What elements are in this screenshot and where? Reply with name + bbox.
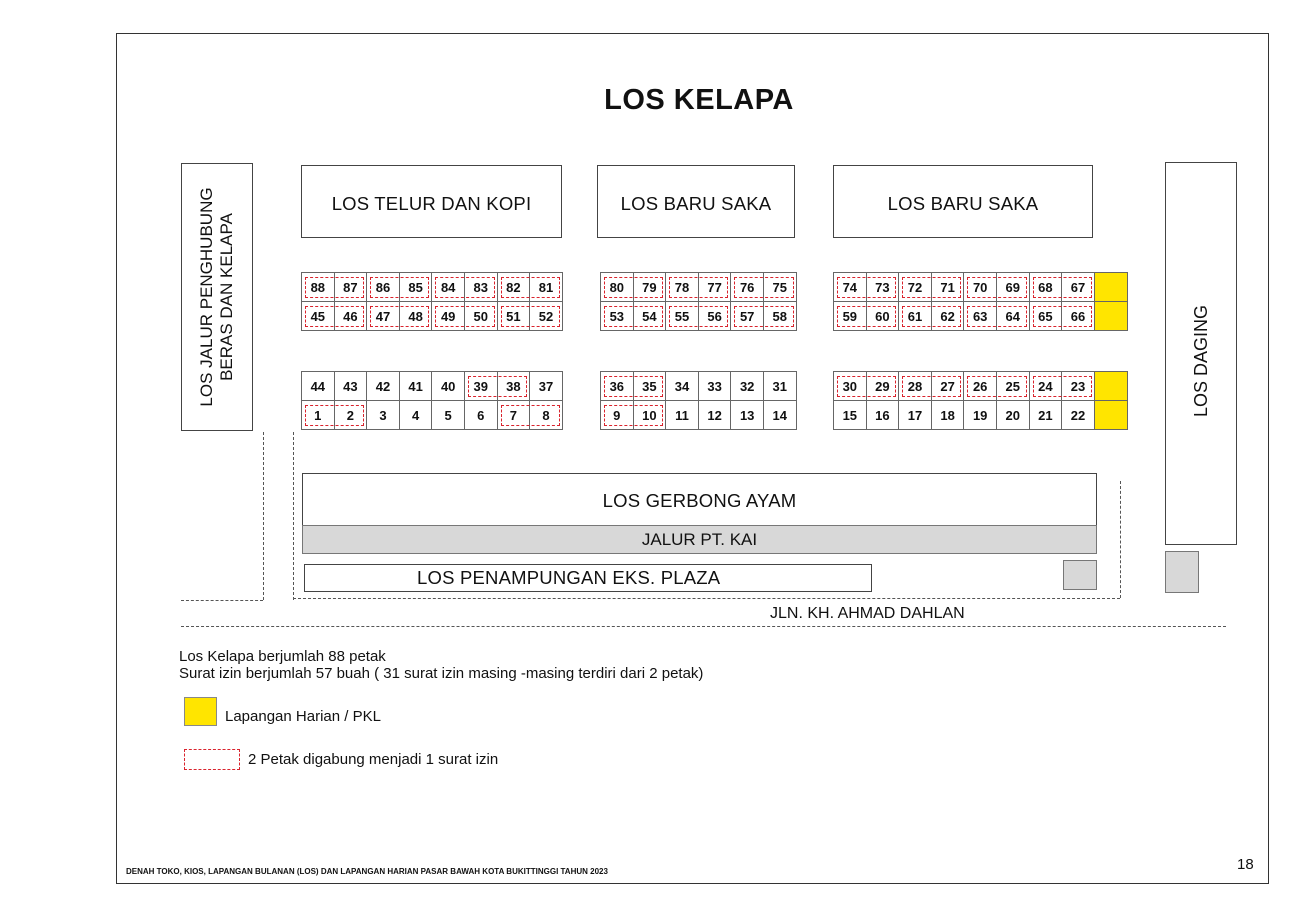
stall-78: 78 [666, 273, 699, 302]
map-title: LOS KELAPA [604, 84, 794, 116]
stall-45: 45 [302, 302, 335, 331]
stall-72: 72 [899, 273, 932, 302]
stall-6: 6 [465, 401, 498, 430]
stall-8: 8 [530, 401, 563, 430]
stall-68: 68 [1030, 273, 1063, 302]
stall-5: 5 [432, 401, 465, 430]
boundary-right-vertical [1120, 481, 1121, 598]
stall-16: 16 [867, 401, 900, 430]
stall-77: 77 [699, 273, 732, 302]
stall-57: 57 [731, 302, 764, 331]
stall-block-6 [833, 371, 1128, 430]
stall-86: 86 [367, 273, 400, 302]
stall-36: 36 [601, 372, 634, 401]
stall-block-2 [600, 272, 797, 331]
stall-26: 26 [964, 372, 997, 401]
stall-84: 84 [432, 273, 465, 302]
stall-65: 65 [1030, 302, 1063, 331]
stall-28: 28 [899, 372, 932, 401]
small-grey-box [1063, 560, 1097, 590]
stall-17: 17 [899, 401, 932, 430]
stall-38: 38 [498, 372, 531, 401]
stall-40: 40 [432, 372, 465, 401]
los-baru-saka-1 [597, 165, 795, 238]
stall-7: 7 [498, 401, 531, 430]
boundary-left-horizontal [181, 600, 263, 601]
footer-caption: DENAH TOKO, KIOS, LAPANGAN BULANAN (LOS) DAN LAPANGAN HARIAN PASAR BAWAH KOTA BUKITTINGGI TAHUN 2023 [126, 867, 608, 876]
stall-35: 35 [634, 372, 667, 401]
stall-85: 85 [400, 273, 433, 302]
stall-15: 15 [834, 401, 867, 430]
stall-14: 14 [764, 401, 797, 430]
stall-60: 60 [867, 302, 900, 331]
stall-11: 11 [666, 401, 699, 430]
stall-42: 42 [367, 372, 400, 401]
stall-55: 55 [666, 302, 699, 331]
stall-53: 53 [601, 302, 634, 331]
los-jalur-text [197, 187, 237, 406]
stall-58: 58 [764, 302, 797, 331]
boundary-center-vertical [293, 432, 294, 600]
stall-4: 4 [400, 401, 433, 430]
stall-10: 10 [634, 401, 667, 430]
legend-dashed-swatch [184, 749, 240, 770]
los-penampungan-eks-plaza [304, 564, 872, 592]
los-baru-saka-2-label: LOS BARU SAKA [887, 193, 1039, 214]
jalur-pt-kai [302, 525, 1097, 554]
stall-81: 81 [530, 273, 563, 302]
los-gerbong-label: LOS GERBONG AYAM [602, 490, 797, 511]
pkl-yellow-cell [1095, 372, 1128, 401]
pkl-yellow-cell [1095, 401, 1128, 430]
stall-39: 39 [465, 372, 498, 401]
stall-67: 67 [1062, 273, 1095, 302]
stall-19: 19 [964, 401, 997, 430]
boundary-center-horizontal [293, 598, 1120, 599]
los-baru-saka-1-label: LOS BARU SAKA [620, 193, 772, 214]
stall-73: 73 [867, 273, 900, 302]
stall-32: 32 [731, 372, 764, 401]
stall-43: 43 [335, 372, 368, 401]
legend-yellow-label: Lapangan Harian / PKL [225, 708, 381, 725]
stall-23: 23 [1062, 372, 1095, 401]
stall-46: 46 [335, 302, 368, 331]
stall-87: 87 [335, 273, 368, 302]
los-jalur-penghubung [181, 163, 253, 431]
stall-block-1 [301, 272, 563, 331]
stall-80: 80 [601, 273, 634, 302]
stall-50: 50 [465, 302, 498, 331]
stall-49: 49 [432, 302, 465, 331]
stall-30: 30 [834, 372, 867, 401]
los-daging-annex [1165, 551, 1199, 593]
stall-69: 69 [997, 273, 1030, 302]
stall-88: 88 [302, 273, 335, 302]
stall-79: 79 [634, 273, 667, 302]
stall-56: 56 [699, 302, 732, 331]
stall-37: 37 [530, 372, 563, 401]
los-jalur-line2: BERAS DAN KELAPA [217, 213, 236, 381]
stall-1: 1 [302, 401, 335, 430]
stall-63: 63 [964, 302, 997, 331]
stall-13: 13 [731, 401, 764, 430]
los-gerbong-ayam [302, 473, 1097, 526]
stall-83: 83 [465, 273, 498, 302]
stall-52: 52 [530, 302, 563, 331]
legend-dashed-label: 2 Petak digabung menjadi 1 surat izin [248, 751, 499, 768]
stall-75: 75 [764, 273, 797, 302]
los-baru-saka-2 [833, 165, 1093, 238]
stall-71: 71 [932, 273, 965, 302]
los-jalur-line1: LOS JALUR PENGHUBUNG [197, 187, 216, 407]
stall-27: 27 [932, 372, 965, 401]
los-daging [1165, 162, 1237, 545]
pkl-yellow-cell [1095, 273, 1128, 302]
stall-74: 74 [834, 273, 867, 302]
stall-20: 20 [997, 401, 1030, 430]
note-line-1: Los Kelapa berjumlah 88 petak [179, 648, 386, 665]
stall-33: 33 [699, 372, 732, 401]
los-daging-text [1191, 305, 1211, 417]
stall-70: 70 [964, 273, 997, 302]
stall-82: 82 [498, 273, 531, 302]
stall-59: 59 [834, 302, 867, 331]
stall-44: 44 [302, 372, 335, 401]
stall-block-4 [301, 371, 563, 430]
los-daging-label: LOS DAGING [1191, 305, 1211, 418]
stall-2: 2 [335, 401, 368, 430]
stall-21: 21 [1030, 401, 1063, 430]
stall-29: 29 [867, 372, 900, 401]
los-penampungan-label: LOS PENAMPUNGAN EKS. PLAZA [417, 567, 721, 588]
jalur-kai-label: JALUR PT. KAI [641, 529, 758, 549]
los-telur-dan-kopi [301, 165, 562, 238]
stall-64: 64 [997, 302, 1030, 331]
los-telur-label: LOS TELUR DAN KOPI [331, 192, 532, 214]
stall-block-5 [600, 371, 797, 430]
stall-9: 9 [601, 401, 634, 430]
stall-48: 48 [400, 302, 433, 331]
stall-3: 3 [367, 401, 400, 430]
street-line [181, 626, 1226, 627]
stall-41: 41 [400, 372, 433, 401]
stall-12: 12 [699, 401, 732, 430]
stall-62: 62 [932, 302, 965, 331]
stall-31: 31 [764, 372, 797, 401]
pkl-yellow-cell [1095, 302, 1128, 331]
stall-18: 18 [932, 401, 965, 430]
legend-yellow-swatch [184, 697, 217, 726]
stall-76: 76 [731, 273, 764, 302]
stall-34: 34 [666, 372, 699, 401]
stall-block-3 [833, 272, 1128, 331]
stall-61: 61 [899, 302, 932, 331]
note-line-2: Surat izin berjumlah 57 buah ( 31 surat izin masing -masing terdiri dari 2 petak) [179, 665, 704, 682]
boundary-left-vertical [263, 432, 264, 600]
stall-22: 22 [1062, 401, 1095, 430]
stall-66: 66 [1062, 302, 1095, 331]
page-number: 18 [1237, 856, 1254, 873]
stall-25: 25 [997, 372, 1030, 401]
stall-51: 51 [498, 302, 531, 331]
stall-47: 47 [367, 302, 400, 331]
street-label: JLN. KH. AHMAD DAHLAN [770, 605, 965, 622]
stall-24: 24 [1030, 372, 1063, 401]
stall-54: 54 [634, 302, 667, 331]
